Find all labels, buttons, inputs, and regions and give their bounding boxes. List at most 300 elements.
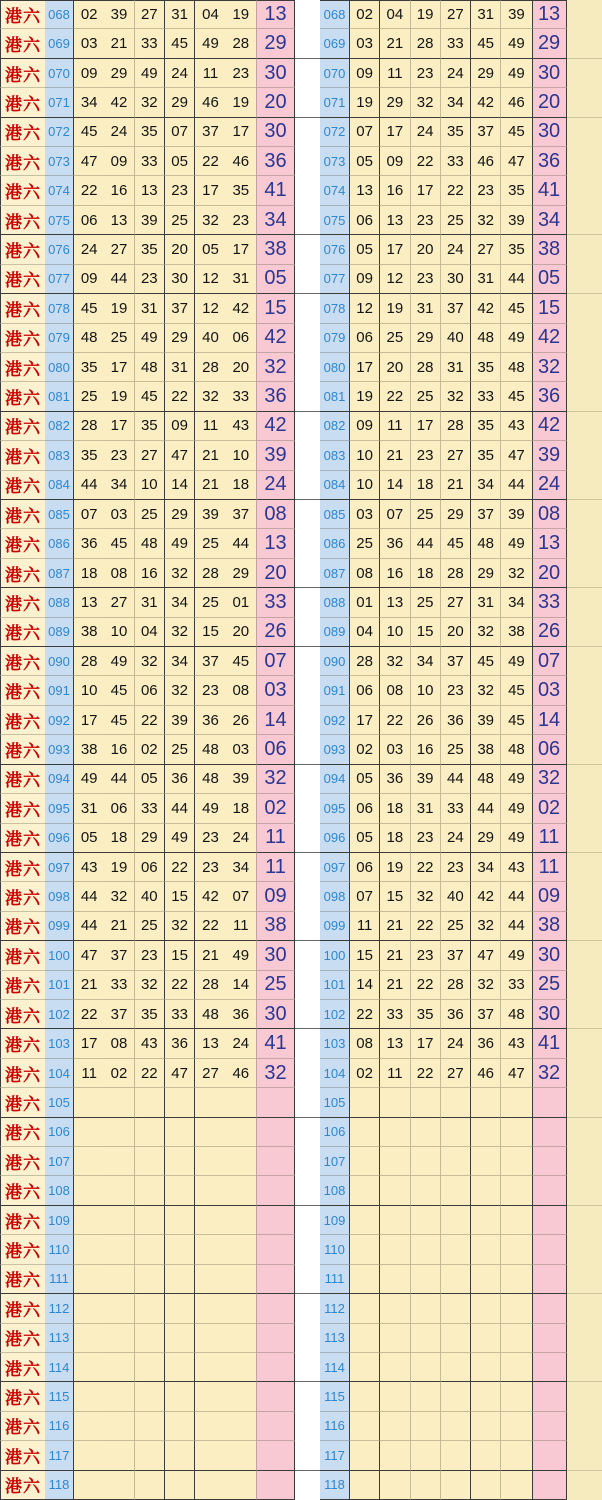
ball-right-3: 31 (411, 794, 441, 823)
ball-right-1: 05 (350, 824, 380, 853)
draw-number-left: 117 (45, 1441, 74, 1470)
ball-left-2: 17 (104, 353, 134, 382)
ball-right-4 (441, 1441, 471, 1470)
ball-left-6 (226, 1412, 256, 1441)
ball-left-6 (226, 1353, 256, 1382)
ball-right-5: 32 (471, 206, 501, 235)
table-gap (295, 1324, 320, 1353)
ball-left-4: 32 (165, 912, 195, 941)
draw-number-left: 107 (45, 1147, 74, 1176)
ball-left-5: 22 (195, 147, 225, 176)
ball-right-2 (380, 1412, 410, 1441)
special-number-right (532, 1118, 567, 1147)
ball-left-6: 08 (226, 676, 256, 705)
ball-right-6: 48 (501, 1000, 531, 1029)
ball-left-3 (135, 1265, 165, 1294)
draw-number-right: 083 (320, 441, 350, 470)
ball-right-4: 27 (441, 0, 471, 29)
ball-right-6: 49 (501, 529, 531, 558)
ball-right-1: 02 (350, 0, 380, 29)
draw-number-right: 073 (320, 147, 350, 176)
ball-left-4: 32 (165, 618, 195, 647)
ball-left-1 (74, 1382, 104, 1411)
ball-right-4: 28 (441, 559, 471, 588)
right-margin (567, 118, 602, 147)
ball-right-4: 25 (441, 912, 471, 941)
ball-right-1: 06 (350, 794, 380, 823)
ball-right-3: 25 (411, 588, 441, 617)
ball-right-2: 21 (380, 29, 410, 58)
ball-left-4: 34 (165, 588, 195, 617)
draw-number-left: 082 (45, 412, 74, 441)
ball-left-1: 35 (74, 353, 104, 382)
ball-left-3: 43 (135, 1029, 165, 1058)
ball-left-2: 45 (104, 676, 134, 705)
ball-right-3: 23 (411, 59, 441, 88)
ball-left-1 (74, 1206, 104, 1235)
special-number-right (532, 1353, 567, 1382)
ball-left-4: 25 (165, 735, 195, 764)
ball-right-2: 22 (380, 382, 410, 411)
ball-left-1: 31 (74, 794, 104, 823)
ball-right-6: 46 (501, 88, 531, 117)
ball-left-2: 44 (104, 265, 134, 294)
ball-left-6: 10 (226, 441, 256, 470)
special-number-left: 38 (256, 235, 295, 264)
table-gap (295, 500, 320, 529)
draw-number-right: 092 (320, 706, 350, 735)
table-gap (295, 382, 320, 411)
draw-number-right: 114 (320, 1353, 350, 1382)
ball-right-1: 03 (350, 500, 380, 529)
special-number-left: 08 (256, 500, 295, 529)
table-gap (295, 647, 320, 676)
ball-left-2: 32 (104, 882, 134, 911)
ball-right-1: 25 (350, 529, 380, 558)
ball-left-3 (135, 1088, 165, 1117)
ball-left-1: 13 (74, 588, 104, 617)
right-margin (567, 471, 602, 500)
table-gap (295, 735, 320, 764)
ball-left-6: 24 (226, 1029, 256, 1058)
ball-left-4 (165, 1176, 195, 1205)
special-number-right: 24 (532, 471, 567, 500)
ball-right-3: 32 (411, 88, 441, 117)
ball-right-6: 39 (501, 500, 531, 529)
ball-left-1: 45 (74, 294, 104, 323)
ball-right-3: 17 (411, 1029, 441, 1058)
ball-left-4 (165, 1147, 195, 1176)
special-number-right: 30 (532, 941, 567, 970)
ball-left-2: 44 (104, 765, 134, 794)
ball-right-2: 17 (380, 118, 410, 147)
special-number-left (256, 1265, 295, 1294)
right-margin (567, 59, 602, 88)
ball-right-5 (471, 1206, 501, 1235)
ball-right-4: 40 (441, 324, 471, 353)
ball-left-6 (226, 1088, 256, 1117)
right-margin (567, 794, 602, 823)
special-number-left: 24 (256, 471, 295, 500)
special-number-right: 03 (532, 676, 567, 705)
special-number-left: 15 (256, 294, 295, 323)
special-number-left: 41 (256, 176, 295, 205)
draw-number-right: 089 (320, 618, 350, 647)
special-number-right: 39 (532, 441, 567, 470)
ball-right-5: 48 (471, 529, 501, 558)
ball-left-4: 39 (165, 706, 195, 735)
special-number-right: 32 (532, 765, 567, 794)
ball-left-2: 10 (104, 618, 134, 647)
ball-left-4: 47 (165, 1059, 195, 1088)
ball-left-3: 27 (135, 441, 165, 470)
ball-right-6 (501, 1294, 531, 1323)
ball-left-3: 35 (135, 412, 165, 441)
ball-left-1: 28 (74, 412, 104, 441)
draw-number-left: 093 (45, 735, 74, 764)
ball-left-6: 18 (226, 794, 256, 823)
ball-right-5: 33 (471, 382, 501, 411)
ball-left-3: 49 (135, 59, 165, 88)
ball-left-3 (135, 1206, 165, 1235)
ball-right-3 (411, 1471, 441, 1500)
draw-number-right: 108 (320, 1176, 350, 1205)
ball-right-3: 18 (411, 559, 441, 588)
ball-right-1: 13 (350, 176, 380, 205)
ball-right-2: 20 (380, 353, 410, 382)
ball-right-6: 33 (501, 971, 531, 1000)
ball-left-1: 10 (74, 676, 104, 705)
ball-left-3 (135, 1471, 165, 1500)
ball-left-1: 17 (74, 706, 104, 735)
table-gap (295, 1294, 320, 1323)
ball-left-1 (74, 1471, 104, 1500)
ball-left-4 (165, 1118, 195, 1147)
ball-left-2 (104, 1147, 134, 1176)
ball-left-5: 12 (195, 265, 225, 294)
draw-number-right: 093 (320, 735, 350, 764)
ball-right-6: 43 (501, 412, 531, 441)
ball-left-4: 23 (165, 176, 195, 205)
ball-right-3: 22 (411, 971, 441, 1000)
ball-left-6: 26 (226, 706, 256, 735)
ball-left-1: 11 (74, 1059, 104, 1088)
ball-right-4: 40 (441, 882, 471, 911)
draw-number-right: 080 (320, 353, 350, 382)
ball-left-4: 32 (165, 559, 195, 588)
ball-right-6: 39 (501, 206, 531, 235)
ball-left-2 (104, 1235, 134, 1264)
special-number-right (532, 1412, 567, 1441)
ball-left-2 (104, 1088, 134, 1117)
ball-right-4: 45 (441, 529, 471, 558)
ball-right-5: 47 (471, 941, 501, 970)
special-number-left (256, 1353, 295, 1382)
ball-left-2: 33 (104, 971, 134, 1000)
ball-right-2: 18 (380, 824, 410, 853)
ball-right-3: 23 (411, 941, 441, 970)
ball-right-5: 35 (471, 441, 501, 470)
ball-left-3: 23 (135, 941, 165, 970)
ball-left-2: 08 (104, 559, 134, 588)
ball-left-4: 32 (165, 676, 195, 705)
ball-right-1: 10 (350, 471, 380, 500)
ball-right-5 (471, 1412, 501, 1441)
ball-right-5: 34 (471, 471, 501, 500)
ball-right-1: 19 (350, 88, 380, 117)
special-number-left: 20 (256, 559, 295, 588)
ball-right-6 (501, 1441, 531, 1470)
special-number-left: 07 (256, 647, 295, 676)
ball-left-1: 35 (74, 441, 104, 470)
ball-left-6 (226, 1118, 256, 1147)
ball-right-3: 17 (411, 412, 441, 441)
draw-number-left: 086 (45, 529, 74, 558)
ball-left-4: 07 (165, 118, 195, 147)
ball-right-4: 36 (441, 1000, 471, 1029)
ball-right-3 (411, 1353, 441, 1382)
ball-left-1 (74, 1147, 104, 1176)
draw-number-left: 090 (45, 647, 74, 676)
ball-right-2: 12 (380, 265, 410, 294)
right-margin (567, 1147, 602, 1176)
ball-left-6: 28 (226, 29, 256, 58)
draw-number-left: 099 (45, 912, 74, 941)
special-number-left (256, 1441, 295, 1470)
brand-cell: 港六 (0, 294, 45, 323)
ball-right-6: 43 (501, 853, 531, 882)
ball-right-2: 03 (380, 735, 410, 764)
ball-left-5 (195, 1382, 225, 1411)
ball-left-5 (195, 1324, 225, 1353)
ball-left-4 (165, 1088, 195, 1117)
special-number-left: 32 (256, 1059, 295, 1088)
ball-right-5 (471, 1441, 501, 1470)
ball-left-4: 33 (165, 1000, 195, 1029)
ball-left-2: 25 (104, 324, 134, 353)
special-number-left (256, 1118, 295, 1147)
ball-right-2: 33 (380, 1000, 410, 1029)
ball-right-6 (501, 1118, 531, 1147)
ball-left-6: 39 (226, 765, 256, 794)
ball-right-5: 35 (471, 412, 501, 441)
ball-right-6: 32 (501, 559, 531, 588)
ball-right-4: 27 (441, 1059, 471, 1088)
draw-number-left: 095 (45, 794, 74, 823)
brand-cell: 港六 (0, 1059, 45, 1088)
right-margin (567, 88, 602, 117)
draw-number-left: 101 (45, 971, 74, 1000)
ball-right-1: 11 (350, 912, 380, 941)
ball-left-1: 34 (74, 88, 104, 117)
ball-left-4: 25 (165, 206, 195, 235)
ball-right-3 (411, 1265, 441, 1294)
brand-cell: 港六 (0, 1118, 45, 1147)
table-gap (295, 412, 320, 441)
ball-left-2: 42 (104, 88, 134, 117)
ball-right-6: 39 (501, 0, 531, 29)
ball-left-2 (104, 1353, 134, 1382)
special-number-right: 42 (532, 412, 567, 441)
ball-right-6: 44 (501, 912, 531, 941)
ball-left-4: 31 (165, 353, 195, 382)
table-gap (295, 235, 320, 264)
ball-right-6 (501, 1235, 531, 1264)
right-margin (567, 1294, 602, 1323)
right-margin (567, 441, 602, 470)
ball-left-6: 07 (226, 882, 256, 911)
ball-left-1 (74, 1324, 104, 1353)
ball-left-5: 23 (195, 824, 225, 853)
table-gap (295, 324, 320, 353)
ball-left-6: 20 (226, 353, 256, 382)
ball-left-6: 33 (226, 382, 256, 411)
ball-left-6 (226, 1206, 256, 1235)
brand-cell: 港六 (0, 1471, 45, 1500)
ball-left-1: 44 (74, 471, 104, 500)
right-margin (567, 1000, 602, 1029)
ball-right-3: 34 (411, 647, 441, 676)
draw-number-left: 074 (45, 176, 74, 205)
ball-right-1 (350, 1118, 380, 1147)
right-margin (567, 824, 602, 853)
right-margin (567, 1412, 602, 1441)
special-number-left: 36 (256, 382, 295, 411)
special-number-right: 11 (532, 853, 567, 882)
ball-left-4: 24 (165, 59, 195, 88)
ball-right-6 (501, 1324, 531, 1353)
ball-left-6: 14 (226, 971, 256, 1000)
ball-right-1: 14 (350, 971, 380, 1000)
ball-right-4: 33 (441, 794, 471, 823)
ball-left-3: 32 (135, 647, 165, 676)
draw-number-right: 086 (320, 529, 350, 558)
ball-right-5: 46 (471, 1059, 501, 1088)
ball-left-2: 17 (104, 412, 134, 441)
ball-left-1: 36 (74, 529, 104, 558)
ball-left-1: 18 (74, 559, 104, 588)
ball-left-2: 19 (104, 382, 134, 411)
ball-left-5 (195, 1441, 225, 1470)
special-number-right (532, 1206, 567, 1235)
brand-cell: 港六 (0, 1088, 45, 1117)
draw-number-left: 105 (45, 1088, 74, 1117)
ball-right-4: 32 (441, 382, 471, 411)
special-number-right: 41 (532, 176, 567, 205)
ball-right-1: 06 (350, 853, 380, 882)
ball-left-1: 47 (74, 147, 104, 176)
ball-right-2 (380, 1265, 410, 1294)
draw-number-right: 079 (320, 324, 350, 353)
ball-left-3: 35 (135, 1000, 165, 1029)
ball-left-5: 40 (195, 324, 225, 353)
ball-left-1: 24 (74, 235, 104, 264)
brand-cell: 港六 (0, 324, 45, 353)
ball-right-2: 21 (380, 912, 410, 941)
ball-left-6: 34 (226, 853, 256, 882)
ball-right-1 (350, 1382, 380, 1411)
ball-left-5: 11 (195, 412, 225, 441)
brand-cell: 港六 (0, 529, 45, 558)
ball-left-2: 16 (104, 176, 134, 205)
special-number-left: 34 (256, 206, 295, 235)
draw-number-left: 087 (45, 559, 74, 588)
ball-left-1: 28 (74, 647, 104, 676)
ball-left-4 (165, 1265, 195, 1294)
right-margin (567, 29, 602, 58)
brand-cell: 港六 (0, 765, 45, 794)
ball-left-4: 29 (165, 500, 195, 529)
ball-left-1: 43 (74, 853, 104, 882)
ball-right-6: 44 (501, 471, 531, 500)
ball-right-2: 16 (380, 559, 410, 588)
draw-number-right: 105 (320, 1088, 350, 1117)
ball-left-3: 48 (135, 353, 165, 382)
ball-right-3 (411, 1441, 441, 1470)
ball-left-5: 48 (195, 765, 225, 794)
ball-left-1 (74, 1294, 104, 1323)
special-number-right: 38 (532, 235, 567, 264)
ball-right-5 (471, 1324, 501, 1353)
draw-number-left: 098 (45, 882, 74, 911)
special-number-left: 29 (256, 29, 295, 58)
ball-left-3 (135, 1176, 165, 1205)
right-margin (567, 206, 602, 235)
ball-left-6: 11 (226, 912, 256, 941)
special-number-right: 09 (532, 882, 567, 911)
special-number-right: 29 (532, 29, 567, 58)
ball-right-1: 03 (350, 29, 380, 58)
ball-left-2: 37 (104, 941, 134, 970)
ball-left-5: 37 (195, 647, 225, 676)
draw-number-left: 104 (45, 1059, 74, 1088)
ball-left-4: 36 (165, 1029, 195, 1058)
draw-number-right: 098 (320, 882, 350, 911)
ball-left-2 (104, 1324, 134, 1353)
draw-number-left: 089 (45, 618, 74, 647)
ball-right-2 (380, 1235, 410, 1264)
ball-right-1 (350, 1294, 380, 1323)
ball-right-1 (350, 1353, 380, 1382)
ball-right-6: 44 (501, 265, 531, 294)
draw-number-left: 096 (45, 824, 74, 853)
ball-left-1: 05 (74, 824, 104, 853)
ball-right-4: 20 (441, 618, 471, 647)
ball-right-6: 49 (501, 59, 531, 88)
ball-left-5: 28 (195, 559, 225, 588)
draw-number-left: 076 (45, 235, 74, 264)
table-gap (295, 912, 320, 941)
ball-right-4: 37 (441, 941, 471, 970)
right-margin (567, 765, 602, 794)
ball-left-6: 45 (226, 647, 256, 676)
ball-right-4: 24 (441, 824, 471, 853)
ball-left-4: 30 (165, 265, 195, 294)
special-number-left: 03 (256, 676, 295, 705)
draw-number-right: 113 (320, 1324, 350, 1353)
ball-right-3: 25 (411, 500, 441, 529)
brand-cell: 港六 (0, 647, 45, 676)
table-gap (295, 353, 320, 382)
ball-right-5 (471, 1471, 501, 1500)
ball-right-6: 48 (501, 353, 531, 382)
ball-right-5: 27 (471, 235, 501, 264)
right-margin (567, 1206, 602, 1235)
brand-cell: 港六 (0, 1412, 45, 1441)
ball-left-2: 49 (104, 647, 134, 676)
draw-number-right: 081 (320, 382, 350, 411)
ball-right-4: 22 (441, 176, 471, 205)
